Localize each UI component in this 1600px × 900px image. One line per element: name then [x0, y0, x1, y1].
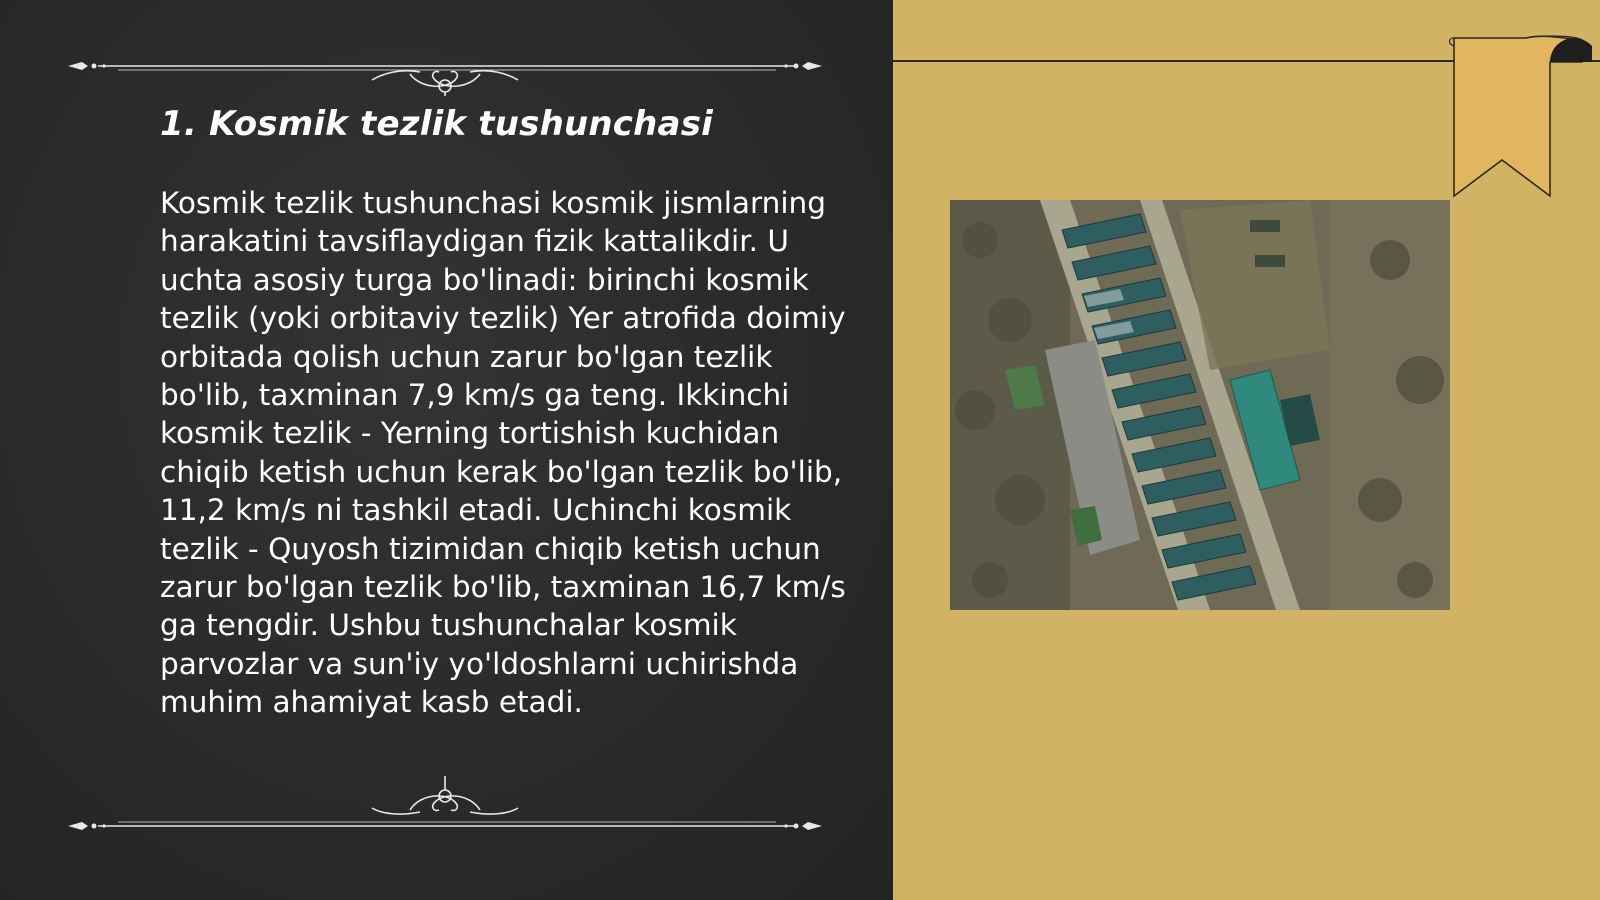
bottom-ornament-divider [60, 770, 830, 830]
slide-title: 1. Kosmik tezlik tushunchasi [160, 104, 713, 144]
satellite-photo-image [950, 200, 1450, 610]
top-ornament-divider [60, 36, 830, 96]
bookmark-ribbon [1432, 34, 1592, 200]
satellite-photo [950, 200, 1450, 610]
slide-body-text: Kosmik tezlik tushunchasi kosmik jismlarning harakatini tavsiflaydigan fizik kattalikdir. U uchta asosiy turga bo'linadi: birinchi kosmik tezlik (yoki orbitaviy tezlik) Yer atrofida doimiy orbitada qolish uchun zarur bo'lgan tezlik bo'lib, taxminan 7,9 km/s ga teng. Ikkinchi kosmik tezlik - Yerning tortishish kuchidan chiqib ketish uchun kerak bo'lgan tezlik bo'lib, 11,2 km/s ni tashkil etadi. Uchinchi kosmik tezlik - Quyosh tizimidan chiqib ketish uchun zarur bo'lgan tezlik bo'lib, taxminan 16,7 km/s ga tengdir. Ushbu tushunchalar kosmik parvozlar va sun'iy yo'ldoshlarni uchirishda muhim ahamiyat kasb etadi. [160, 186, 846, 720]
